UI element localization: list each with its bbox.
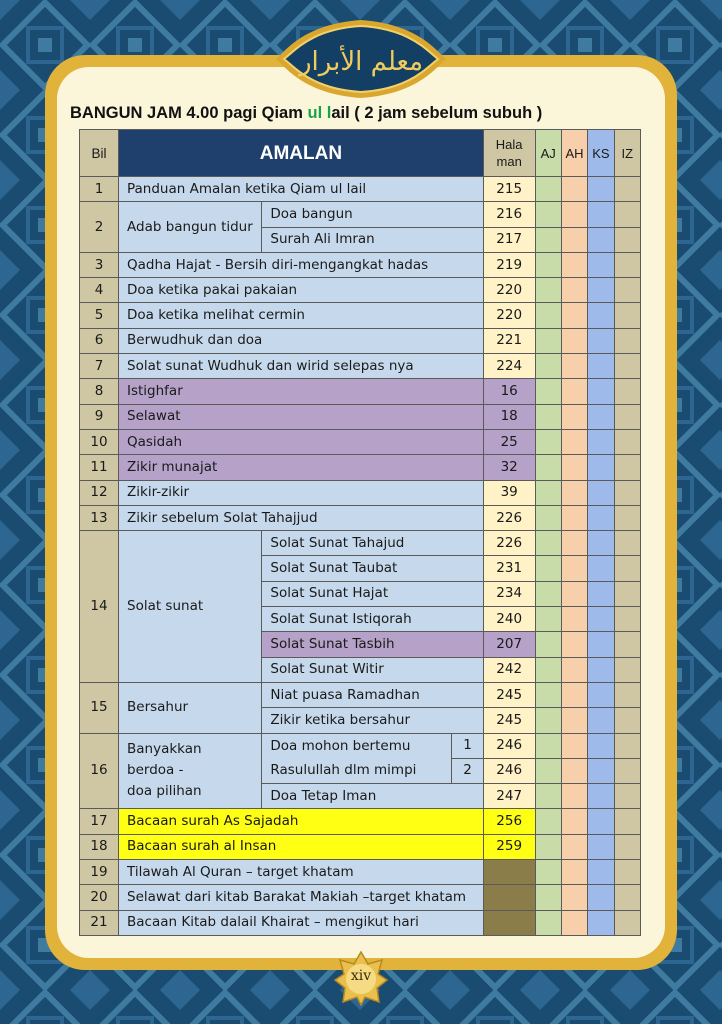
row-amalan: Doa ketika pakai pakaian: [119, 278, 484, 303]
page-number: xiv: [350, 968, 372, 984]
checkbox-ah[interactable]: [561, 607, 587, 632]
checkbox-aj[interactable]: [535, 429, 561, 454]
checkbox-iz[interactable]: [614, 581, 640, 606]
checkbox-ks[interactable]: [588, 379, 614, 404]
row-amalan: Surah Ali Imran: [262, 227, 483, 252]
checkbox-ah[interactable]: [561, 227, 587, 252]
row-halaman: 219: [483, 252, 535, 277]
checkbox-ah[interactable]: [561, 429, 587, 454]
table-row: [80, 682, 641, 707]
row-bil: 11: [80, 455, 119, 480]
row-amalan: Solat Sunat Hajat: [262, 581, 483, 606]
row-halaman: 18: [483, 404, 535, 429]
row-bil: 19: [80, 860, 119, 885]
checkbox-ks[interactable]: [588, 682, 614, 707]
checkbox-aj[interactable]: [535, 404, 561, 429]
row-bil: 1: [80, 177, 119, 202]
title-text-2: ail ( 2 jam sebelum subuh ): [331, 104, 543, 122]
checkbox-ah[interactable]: [561, 708, 587, 733]
table-row: [80, 202, 641, 227]
checkbox-aj[interactable]: [535, 303, 561, 328]
header-halaman: Hala man: [483, 130, 535, 177]
logo-medallion: [268, 18, 454, 100]
checkbox-aj[interactable]: [535, 202, 561, 227]
row-bil: 2: [80, 202, 119, 253]
row-group: Banyakkan berdoa - doa pilihan: [119, 733, 262, 809]
table-row: [80, 303, 641, 328]
checkbox-ah[interactable]: [561, 455, 587, 480]
checkbox-aj[interactable]: [535, 885, 561, 910]
checkbox-aj[interactable]: [535, 480, 561, 505]
row-halaman: 224: [483, 354, 535, 379]
row-bil: 4: [80, 278, 119, 303]
row-halaman: 220: [483, 278, 535, 303]
row-halaman: 220: [483, 303, 535, 328]
checkbox-ah[interactable]: [561, 505, 587, 530]
checkbox-ah[interactable]: [561, 404, 587, 429]
checkbox-ks[interactable]: [588, 860, 614, 885]
row-amalan: Istighfar: [119, 379, 484, 404]
row-halaman: 246: [483, 733, 535, 758]
checkbox-ah[interactable]: [561, 379, 587, 404]
table-row: [80, 505, 641, 530]
checkbox-ks[interactable]: [588, 227, 614, 252]
checkbox-aj[interactable]: [535, 556, 561, 581]
checkbox-ah[interactable]: [561, 303, 587, 328]
checkbox-aj[interactable]: [535, 531, 561, 556]
checkbox-iz[interactable]: [614, 607, 640, 632]
checkbox-ah[interactable]: [561, 682, 587, 707]
row-amalan: Bacaan surah al Insan: [119, 834, 484, 859]
table-row: [80, 252, 641, 277]
row-halaman: [483, 910, 535, 935]
row-bil: 12: [80, 480, 119, 505]
title-text-l: l: [326, 104, 332, 122]
table-row: [80, 531, 641, 556]
checkbox-iz[interactable]: [614, 657, 640, 682]
row-halaman: 25: [483, 429, 535, 454]
checkbox-iz[interactable]: [614, 252, 640, 277]
row-amalan: Zikir-zikir: [119, 480, 484, 505]
checkbox-aj[interactable]: [535, 682, 561, 707]
checkbox-aj[interactable]: [535, 354, 561, 379]
checkbox-iz[interactable]: [614, 910, 640, 935]
row-bil: 20: [80, 885, 119, 910]
row-halaman: 216: [483, 202, 535, 227]
checkbox-iz[interactable]: [614, 784, 640, 809]
checkbox-iz[interactable]: [614, 531, 640, 556]
row-bil: 7: [80, 354, 119, 379]
row-amalan: Solat sunat Wudhuk dan wirid selepas nya: [119, 354, 484, 379]
checkbox-ks[interactable]: [588, 531, 614, 556]
checkbox-ah[interactable]: [561, 733, 587, 758]
table-header-row: [80, 130, 641, 177]
row-halaman: 234: [483, 581, 535, 606]
checkbox-iz[interactable]: [614, 429, 640, 454]
checkbox-iz[interactable]: [614, 303, 640, 328]
checkbox-ks[interactable]: [588, 758, 614, 783]
checkbox-iz[interactable]: [614, 682, 640, 707]
checkbox-aj[interactable]: [535, 328, 561, 353]
checkbox-ks[interactable]: [588, 556, 614, 581]
row-bil: 18: [80, 834, 119, 859]
table-row: [80, 480, 641, 505]
checkbox-aj[interactable]: [535, 834, 561, 859]
row-halaman: [483, 860, 535, 885]
checkbox-ks[interactable]: [588, 455, 614, 480]
checkbox-aj[interactable]: [535, 860, 561, 885]
checkbox-aj[interactable]: [535, 758, 561, 783]
checkbox-ah[interactable]: [561, 177, 587, 202]
row-bil: 5: [80, 303, 119, 328]
row-halaman: 240: [483, 607, 535, 632]
row-halaman: 221: [483, 328, 535, 353]
row-halaman: 247: [483, 784, 535, 809]
header-ks: KS: [588, 130, 614, 177]
row-amalan: Solat Sunat Taubat: [262, 556, 483, 581]
header-ah: AH: [561, 130, 587, 177]
header-amalan: AMALAN: [119, 130, 484, 177]
row-amalan: Zikir sebelum Solat Tahajjud: [119, 505, 484, 530]
row-amalan: Tilawah Al Quran – target khatam: [119, 860, 484, 885]
title-text-ul: ul: [307, 104, 323, 122]
row-bil: 8: [80, 379, 119, 404]
checkbox-ah[interactable]: [561, 885, 587, 910]
checkbox-ah[interactable]: [561, 784, 587, 809]
checkbox-iz[interactable]: [614, 278, 640, 303]
row-halaman: 231: [483, 556, 535, 581]
row-halaman: 245: [483, 708, 535, 733]
checkbox-iz[interactable]: [614, 708, 640, 733]
table-row: [80, 328, 641, 353]
row-amalan: Bacaan surah As Sajadah: [119, 809, 484, 834]
row-amalan: Zikir ketika bersahur: [262, 708, 483, 733]
table-row: [80, 834, 641, 859]
row-bil: 15: [80, 682, 119, 733]
row-group: Adab bangun tidur: [119, 202, 262, 253]
row-bil: 13: [80, 505, 119, 530]
checkbox-iz[interactable]: [614, 202, 640, 227]
checkbox-aj[interactable]: [535, 505, 561, 530]
checkbox-iz[interactable]: [614, 733, 640, 758]
checkbox-iz[interactable]: [614, 480, 640, 505]
checkbox-ah[interactable]: [561, 758, 587, 783]
title-text-1: BANGUN JAM 4.00 pagi Qiam: [70, 104, 308, 122]
checkbox-aj[interactable]: [535, 607, 561, 632]
checkbox-aj[interactable]: [535, 657, 561, 682]
checkbox-aj[interactable]: [535, 177, 561, 202]
checkbox-aj[interactable]: [535, 227, 561, 252]
checkbox-ks[interactable]: [588, 581, 614, 606]
table-row: [80, 354, 641, 379]
row-halaman: 256: [483, 809, 535, 834]
checkbox-ks[interactable]: [588, 303, 614, 328]
checkbox-aj[interactable]: [535, 733, 561, 758]
checkbox-ah[interactable]: [561, 657, 587, 682]
table-row: [80, 455, 641, 480]
checkbox-ah[interactable]: [561, 202, 587, 227]
row-amalan: Selawat dari kitab Barakat Makiah –target khatam: [119, 885, 484, 910]
row-amalan: Doa bangun: [262, 202, 483, 227]
row-bil: 14: [80, 531, 119, 683]
checkbox-ah[interactable]: [561, 531, 587, 556]
row-amalan: Zikir munajat: [119, 455, 484, 480]
row-amalan: Doa mohon bertemu Rasulullah dlm mimpi: [262, 733, 452, 784]
table-row: [80, 177, 641, 202]
row-amalan: Bacaan Kitab dalail Khairat – mengikut hari: [119, 910, 484, 935]
row-amalan: Doa ketika melihat cermin: [119, 303, 484, 328]
row-halaman: 226: [483, 531, 535, 556]
checkbox-aj[interactable]: [535, 784, 561, 809]
checkbox-iz[interactable]: [614, 354, 640, 379]
row-halaman: 226: [483, 505, 535, 530]
checkbox-aj[interactable]: [535, 379, 561, 404]
row-group: Solat sunat: [119, 531, 262, 683]
header-aj: AJ: [535, 130, 561, 177]
checkbox-aj[interactable]: [535, 278, 561, 303]
row-sub-number: 1: [452, 733, 484, 758]
checkbox-ah[interactable]: [561, 834, 587, 859]
row-halaman: 16: [483, 379, 535, 404]
amalan-table: [79, 129, 641, 936]
row-bil: 17: [80, 809, 119, 834]
checkbox-iz[interactable]: [614, 885, 640, 910]
table-row: [80, 910, 641, 935]
checkbox-ah[interactable]: [561, 480, 587, 505]
checkbox-iz[interactable]: [614, 455, 640, 480]
row-amalan: Solat Sunat Tasbih: [262, 632, 483, 657]
row-halaman: 217: [483, 227, 535, 252]
table-row: [80, 429, 641, 454]
checkbox-iz[interactable]: [614, 860, 640, 885]
row-halaman: 259: [483, 834, 535, 859]
row-amalan: Qasidah: [119, 429, 484, 454]
checkbox-ks[interactable]: [588, 354, 614, 379]
checkbox-ks[interactable]: [588, 278, 614, 303]
checkbox-ah[interactable]: [561, 328, 587, 353]
row-group: Bersahur: [119, 682, 262, 733]
checkbox-ah[interactable]: [561, 556, 587, 581]
checkbox-iz[interactable]: [614, 758, 640, 783]
row-halaman: 32: [483, 455, 535, 480]
checkbox-ks[interactable]: [588, 177, 614, 202]
table-row: [80, 809, 641, 834]
checkbox-ks[interactable]: [588, 202, 614, 227]
checkbox-aj[interactable]: [535, 910, 561, 935]
checkbox-aj[interactable]: [535, 252, 561, 277]
checkbox-aj[interactable]: [535, 809, 561, 834]
row-bil: 16: [80, 733, 119, 809]
row-amalan: Qadha Hajat - Bersih diri-mengangkat hadas: [119, 252, 484, 277]
row-halaman: 207: [483, 632, 535, 657]
table-row: [80, 404, 641, 429]
row-amalan: Niat puasa Ramadhan: [262, 682, 483, 707]
checkbox-ah[interactable]: [561, 581, 587, 606]
row-halaman: 242: [483, 657, 535, 682]
checkbox-iz[interactable]: [614, 379, 640, 404]
row-amalan: Selawat: [119, 404, 484, 429]
checkbox-iz[interactable]: [614, 177, 640, 202]
table-row: [80, 278, 641, 303]
checkbox-ks[interactable]: [588, 834, 614, 859]
checkbox-ks[interactable]: [588, 657, 614, 682]
checkbox-iz[interactable]: [614, 809, 640, 834]
row-amalan: Berwudhuk dan doa: [119, 328, 484, 353]
checkbox-ks[interactable]: [588, 429, 614, 454]
row-amalan: Solat Sunat Tahajud: [262, 531, 483, 556]
table-row: [80, 379, 641, 404]
row-bil: 6: [80, 328, 119, 353]
checkbox-ks[interactable]: [588, 328, 614, 353]
row-amalan: Solat Sunat Witir: [262, 657, 483, 682]
checkbox-aj[interactable]: [535, 708, 561, 733]
checkbox-ks[interactable]: [588, 632, 614, 657]
row-sub-number: 2: [452, 758, 484, 783]
checkbox-ks[interactable]: [588, 885, 614, 910]
checkbox-ks[interactable]: [588, 708, 614, 733]
checkbox-ks[interactable]: [588, 480, 614, 505]
header-iz: IZ: [614, 130, 640, 177]
checkbox-iz[interactable]: [614, 834, 640, 859]
row-halaman: 215: [483, 177, 535, 202]
row-amalan: Doa Tetap Iman: [262, 784, 483, 809]
checkbox-ks[interactable]: [588, 505, 614, 530]
checkbox-ks[interactable]: [588, 607, 614, 632]
page-title: [70, 104, 670, 123]
checkbox-iz[interactable]: [614, 505, 640, 530]
table-row: [80, 885, 641, 910]
checkbox-ks[interactable]: [588, 910, 614, 935]
checkbox-aj[interactable]: [535, 632, 561, 657]
row-bil: 3: [80, 252, 119, 277]
checkbox-iz[interactable]: [614, 556, 640, 581]
checkbox-ah[interactable]: [561, 910, 587, 935]
row-bil: 9: [80, 404, 119, 429]
row-amalan: Solat Sunat Istiqorah: [262, 607, 483, 632]
row-halaman: 246: [483, 758, 535, 783]
checkbox-ks[interactable]: [588, 784, 614, 809]
checkbox-aj[interactable]: [535, 581, 561, 606]
logo-text: معلم الأبرار: [298, 47, 424, 77]
table-row: [80, 733, 641, 758]
table-row: [80, 860, 641, 885]
checkbox-ah[interactable]: [561, 860, 587, 885]
checkbox-iz[interactable]: [614, 328, 640, 353]
checkbox-ah[interactable]: [561, 632, 587, 657]
checkbox-aj[interactable]: [535, 455, 561, 480]
row-bil: 10: [80, 429, 119, 454]
checkbox-ah[interactable]: [561, 278, 587, 303]
checkbox-iz[interactable]: [614, 227, 640, 252]
header-bil: Bil: [80, 130, 119, 177]
checkbox-iz[interactable]: [614, 404, 640, 429]
row-amalan: Panduan Amalan ketika Qiam ul lail: [119, 177, 484, 202]
checkbox-ks[interactable]: [588, 252, 614, 277]
row-halaman: 245: [483, 682, 535, 707]
checkbox-ks[interactable]: [588, 809, 614, 834]
checkbox-ah[interactable]: [561, 354, 587, 379]
checkbox-ah[interactable]: [561, 252, 587, 277]
checkbox-ks[interactable]: [588, 404, 614, 429]
row-halaman: 39: [483, 480, 535, 505]
row-bil: 21: [80, 910, 119, 935]
checkbox-ah[interactable]: [561, 809, 587, 834]
row-halaman: [483, 885, 535, 910]
checkbox-iz[interactable]: [614, 632, 640, 657]
checkbox-ks[interactable]: [588, 733, 614, 758]
